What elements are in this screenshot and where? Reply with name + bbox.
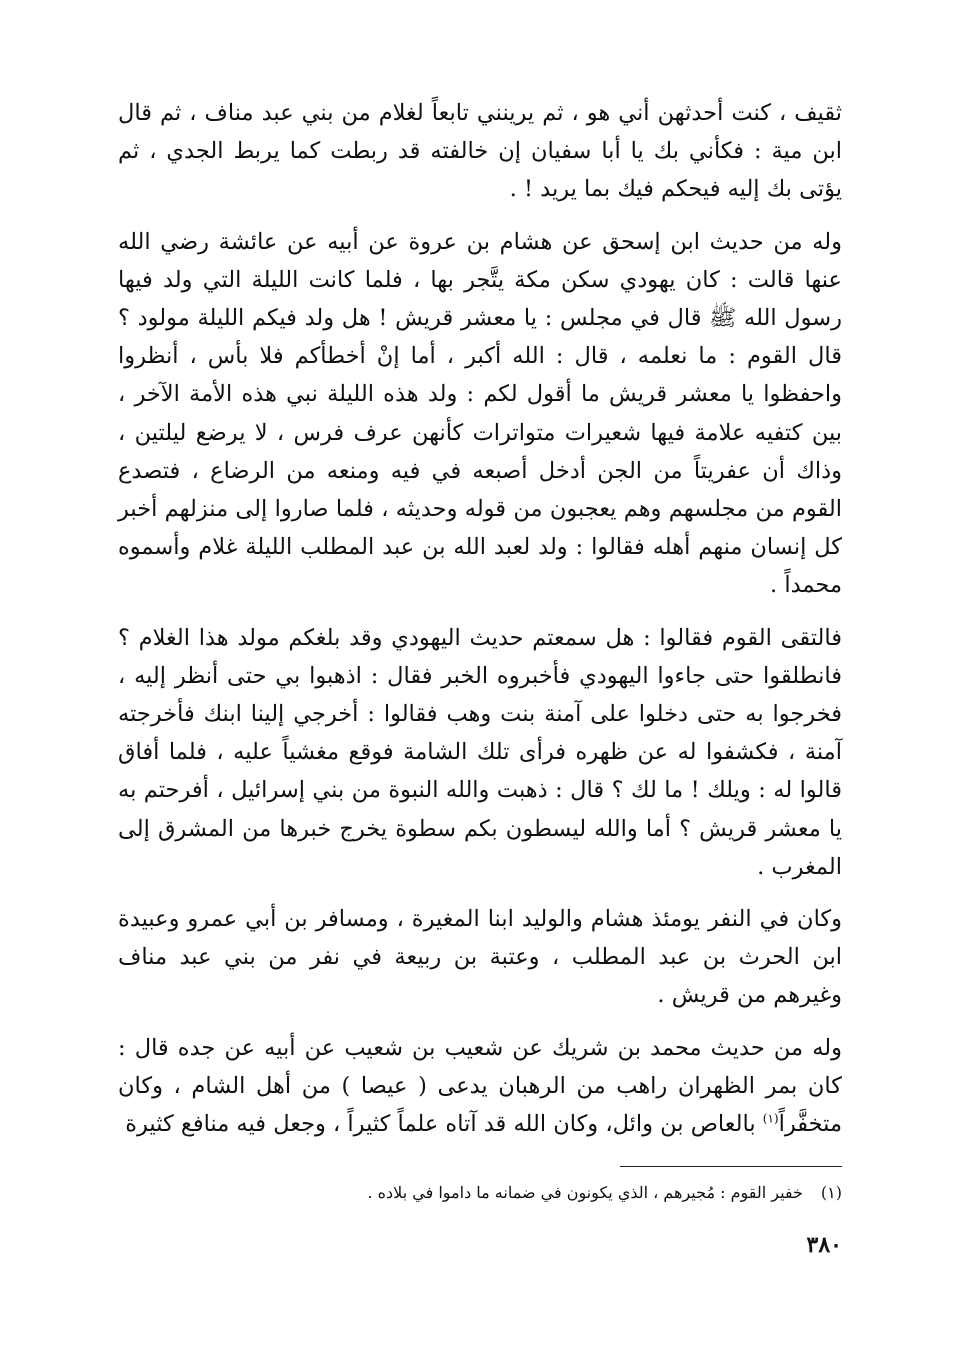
footnote-number: (١) xyxy=(820,1183,842,1202)
paragraph-2: وله من حديث ابن إسحق عن هشام بن عروة عن أبيه عن عائشة رضي الله عنها قالت : كان يهودي سكن مكة يتَّجر بها ، فلما كانت الليلة التي ولد فيها رسول الله ﷺ قال في مجلس : يا معشر قريش ! هل ولد فيكم الليلة مولود ؟ قال القوم : ما نعلمه ، قال : الله أكبر ، أما إنْ أخطأكم فلا بأس ، أنظروا واحفظوا يا معشر قريش ما أقول لكم : ولد هذه الليلة نبي هذه الأمة الآخر ، بين كتفيه علامة فيها شعيرات متواترات كأنهن عرف فرس ، لا يرضع ليلتين ، وذاك أن عفريتاً من الجن أدخل أصبعه في فيه ومنعه من الرضاع ، فتصدع القوم من مجلسهم وهم يعجبون من قوله وحديثه ، فلما صاروا إلى منزلهم أخبر كل إنسان منهم أهله فقالوا : ولد لعبد الله بن عبد المطلب الليلة غلام وأسموه محمداً . xyxy=(118,228,842,599)
footnote-divider xyxy=(620,1166,842,1167)
paragraph-1: ثقيف ، كنت أحدثهن أني هو ، ثم يرينني تابعاً لغلام من بني عبد مناف ، ثم قال ابن مية : فكأني بك يا أبا سفيان إن خالفته قد ربطت كما يربط الجدي ، ثم يؤتى بك إليه فيحكم فيك بما يريد ! . xyxy=(118,100,842,203)
paragraph-4: وكان في النفر يومئذ هشام والوليد ابنا المغيرة ، ومسافر بن أبي عمرو وعبيدة ابن الحرث بن عبد المطلب ، وعتبة بن ربيعة في نفر من بني عبد مناف وغيرهم من قريش . xyxy=(118,906,842,1009)
footnote-text: خفير القوم : مُجيرهم ، الذي يكونون في ضمانه ما داموا في بلاده . xyxy=(367,1183,803,1202)
page-body xyxy=(118,94,842,1143)
paragraph-5 xyxy=(118,1029,842,1144)
page-number: ٣٨٠ xyxy=(806,1232,842,1258)
footnote xyxy=(118,1180,842,1206)
paragraph-5-tail: بالعاص بن وائل، وكان الله قد آتاه علماً كثيراً ، وجعل فيه منافع كثيرة xyxy=(125,1111,763,1138)
paragraph-5-text: وله من حديث محمد بن شريك عن شعيب بن شعيب عن أبيه عن جده قال : كان بمر الظهران راهب من الرهبان يدعى ( عيصا ) من أهل الشام ، وكان متخفَّراً xyxy=(118,1034,842,1138)
footnote-marker: (١) xyxy=(762,1111,779,1126)
paragraph-3: فالتقى القوم فقالوا : هل سمعتم حديث اليهودي وقد بلغكم مولد هذا الغلام ؟ فانطلقوا حتى جاءوا اليهودي فأخبروه الخبر فقال : اذهبوا بي حتى أنظر إليه ، فخرجوا به حتى دخلوا على آمنة بنت وهب فقالوا : أخرجي إلينا ابنك فأخرجته آمنة ، فكشفوا له عن ظهره فرأى تلك الشامة فوقع مغشياً عليه ، فلما أفاق قالوا له : ويلك ! ما لك ؟ قال : ذهبت والله النبوة من بني إسرائيل ، أفرحتم به يا معشر قريش ؟ أما والله ليسطون بكم سطوة يخرج خبرها من المشرق إلى المغرب . xyxy=(118,624,842,880)
